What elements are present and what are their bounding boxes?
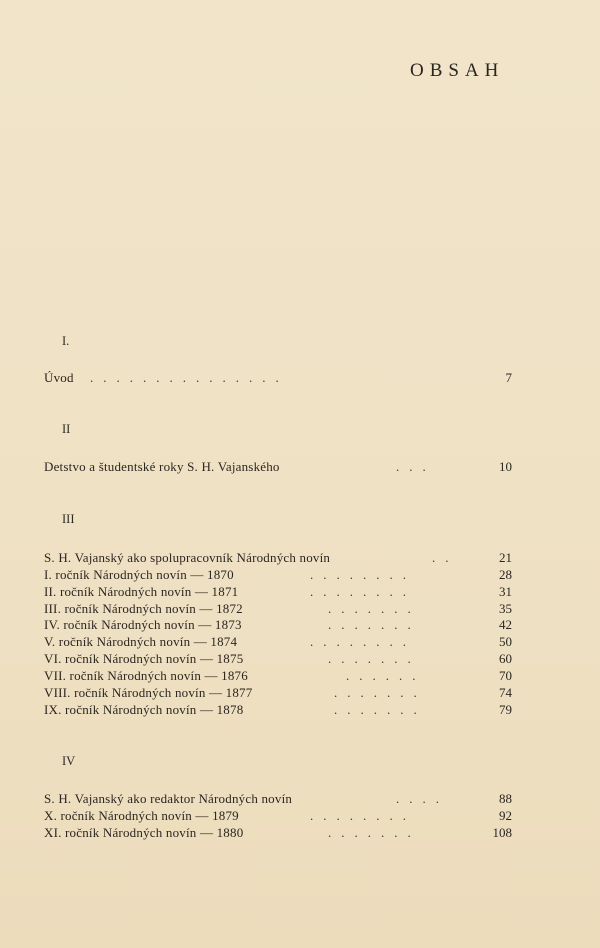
toc-entry[interactable] bbox=[44, 701, 512, 718]
toc-entry[interactable] bbox=[44, 807, 512, 824]
dot-leader: ....... bbox=[328, 825, 421, 840]
toc-entry-page: 60 bbox=[499, 651, 512, 666]
toc-entry-page: 21 bbox=[499, 550, 512, 565]
toc-entry-title: X. ročník Národných novín — 1879 bbox=[44, 808, 239, 823]
toc-entry-page: 79 bbox=[499, 702, 512, 717]
toc-entry[interactable] bbox=[44, 600, 512, 617]
toc-entry-title: VIII. ročník Národných novín — 1877 bbox=[44, 685, 253, 700]
toc-entry[interactable] bbox=[44, 549, 512, 566]
toc-entry[interactable] bbox=[44, 650, 512, 667]
toc-entry-title: I. ročník Národných novín — 1870 bbox=[44, 567, 234, 582]
toc-entry[interactable] bbox=[44, 566, 512, 583]
toc-entry-page: 108 bbox=[492, 825, 512, 840]
toc-entry-title: S. H. Vajanský ako spolupracovník Národných novín bbox=[44, 550, 331, 565]
dot-leader: ...... bbox=[346, 668, 426, 683]
dot-leader: ....... bbox=[334, 702, 427, 717]
toc-entry-page: 35 bbox=[499, 601, 512, 616]
toc-entry[interactable] bbox=[44, 824, 512, 841]
dot-leader: ........ bbox=[310, 634, 416, 649]
dot-leader: ....... bbox=[328, 617, 421, 632]
dot-leader: .. bbox=[432, 550, 459, 565]
dot-leader: .... bbox=[396, 791, 449, 806]
toc-entry[interactable] bbox=[44, 583, 512, 600]
dot-leader: ... bbox=[396, 459, 436, 474]
toc-entry-title: Detstvo a študentské roky S. H. Vajanského bbox=[44, 459, 280, 474]
toc-entry[interactable] bbox=[44, 790, 512, 807]
toc-entry-title: VI. ročník Národných novín — 1875 bbox=[44, 651, 244, 666]
toc-entry-title: V. ročník Národných novín — 1874 bbox=[44, 634, 238, 649]
page-title: OBSAH bbox=[410, 60, 505, 81]
toc-entry-title: IX. ročník Národných novín — 1878 bbox=[44, 702, 244, 717]
toc-entry-title: VII. ročník Národných novín — 1876 bbox=[44, 668, 248, 683]
dot-leader: ........ bbox=[310, 584, 416, 599]
toc-entry-title: Úvod bbox=[44, 370, 74, 385]
toc-entry[interactable] bbox=[44, 616, 512, 633]
toc-entry-page: 28 bbox=[499, 567, 512, 582]
section-label: IV bbox=[62, 754, 76, 768]
toc-entry-title: S. H. Vajanský ako redaktor Národných novín bbox=[44, 791, 293, 806]
dot-leader: ....... bbox=[328, 601, 421, 616]
dot-leader: ........ bbox=[310, 567, 416, 582]
toc-entry[interactable] bbox=[44, 684, 512, 701]
toc-entry-page: 10 bbox=[499, 459, 512, 474]
toc-entry-title: II. ročník Národných novín — 1871 bbox=[44, 584, 239, 599]
toc-entry-page: 74 bbox=[499, 685, 512, 700]
dot-leader: ........ bbox=[310, 808, 416, 823]
toc-entry[interactable] bbox=[44, 667, 512, 684]
toc-entry-page: 92 bbox=[499, 808, 512, 823]
toc-entry-title: IV. ročník Národných novín — 1873 bbox=[44, 617, 242, 632]
section-label: II bbox=[62, 422, 71, 436]
section-label: III bbox=[62, 512, 75, 526]
toc-entry-page: 70 bbox=[499, 668, 512, 683]
dot-leader: ....... bbox=[328, 651, 421, 666]
section-label: I. bbox=[62, 334, 70, 348]
toc-entry-page: 42 bbox=[499, 617, 512, 632]
dot-leader: ............... bbox=[90, 370, 289, 385]
toc-entry-page: 31 bbox=[499, 584, 512, 599]
toc-entry-page: 7 bbox=[505, 370, 512, 385]
dot-leader: ....... bbox=[334, 685, 427, 700]
toc-entry[interactable] bbox=[44, 369, 512, 386]
toc-entry-page: 50 bbox=[499, 634, 512, 649]
toc-entry[interactable] bbox=[44, 458, 512, 475]
toc-entry-title: III. ročník Národných novín — 1872 bbox=[44, 601, 243, 616]
toc-entry[interactable] bbox=[44, 633, 512, 650]
toc-entry-title: XI. ročník Národných novín — 1880 bbox=[44, 825, 244, 840]
toc-entry-page: 88 bbox=[499, 791, 512, 806]
